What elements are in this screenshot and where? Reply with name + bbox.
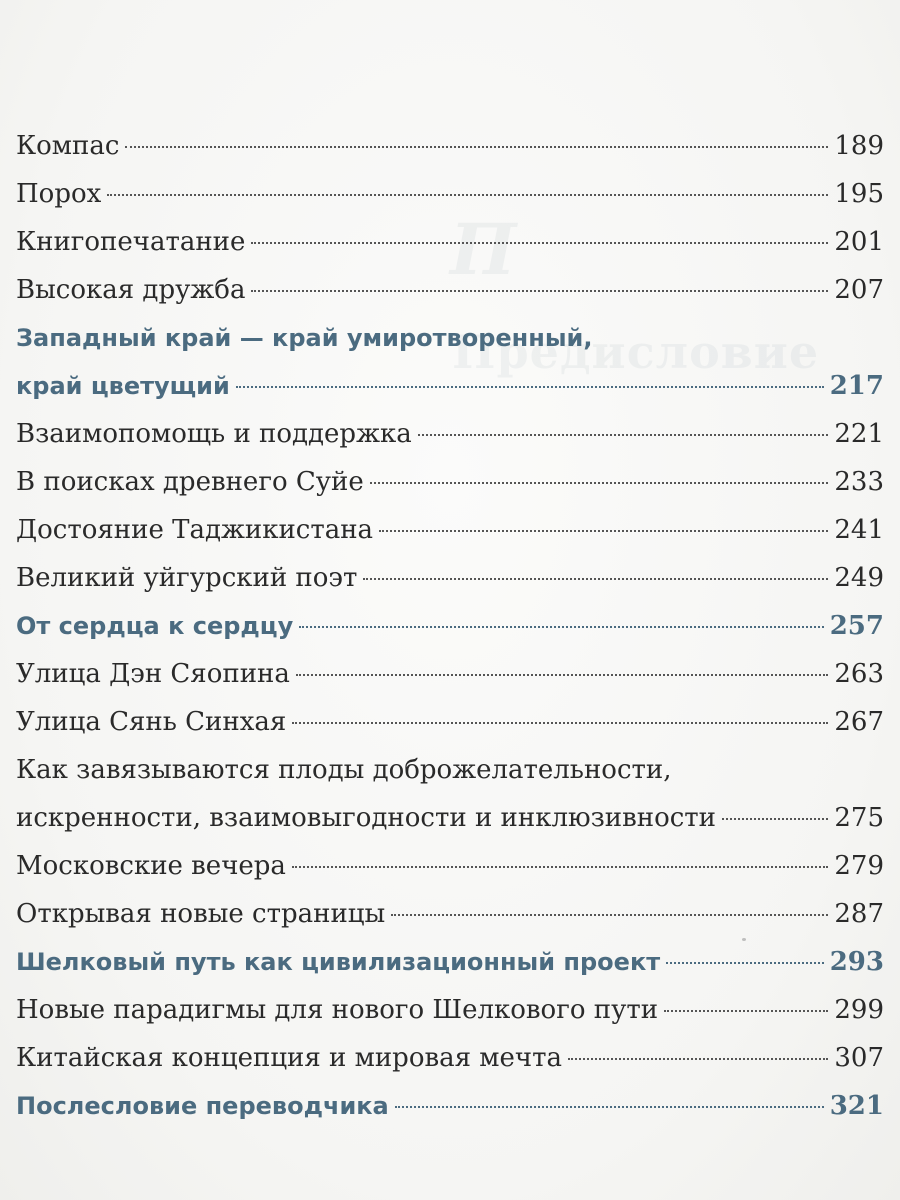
toc-entry xyxy=(16,842,884,890)
toc-section-heading-line xyxy=(16,314,884,362)
toc-section-title: Послесловие переводчика xyxy=(16,1092,389,1120)
dot-leader xyxy=(251,290,828,292)
dot-leader xyxy=(391,914,828,916)
toc-entry xyxy=(16,986,884,1034)
toc-entry xyxy=(16,266,884,314)
dot-leader xyxy=(722,818,828,820)
toc-entry-title: Китайская концепция и мировая мечта xyxy=(16,1043,562,1073)
table-of-contents xyxy=(16,122,884,1130)
toc-entry-page: 207 xyxy=(834,275,884,305)
toc-entry xyxy=(16,458,884,506)
dot-leader xyxy=(379,530,828,532)
toc-entry-page: 307 xyxy=(834,1043,884,1073)
toc-section-heading xyxy=(16,362,884,410)
toc-entry-page: 263 xyxy=(834,659,884,689)
toc-entry-page: 275 xyxy=(834,803,884,833)
toc-entry xyxy=(16,122,884,170)
toc-entry xyxy=(16,890,884,938)
dot-leader xyxy=(125,146,828,148)
toc-entry-title: Взаимопомощь и поддержка xyxy=(16,419,412,449)
toc-entry-title: Достояние Таджикистана xyxy=(16,515,374,545)
toc-entry-title: искренности, взаимовыгодности и инклюзивности xyxy=(16,803,717,833)
toc-entry-title: В поисках древнего Суйе xyxy=(16,467,364,497)
toc-entry-page: 221 xyxy=(834,419,884,449)
dot-leader xyxy=(370,482,829,484)
toc-entry xyxy=(16,554,884,602)
toc-section-heading xyxy=(16,1082,884,1130)
toc-entry-title: Улица Сянь Синхая xyxy=(16,707,287,737)
toc-section-title: Шелковый путь как цивилизационный проект xyxy=(16,948,661,976)
toc-entry-title: Книгопечатание xyxy=(16,227,246,257)
toc-entry xyxy=(16,170,884,218)
dot-leader xyxy=(296,674,829,676)
toc-entry-title: Новые парадигмы для нового Шелкового пути xyxy=(16,995,659,1025)
toc-entry-page: 299 xyxy=(834,995,884,1025)
toc-section-heading xyxy=(16,938,884,986)
toc-section-page: 217 xyxy=(829,371,884,401)
dot-leader xyxy=(664,1010,828,1012)
toc-entry xyxy=(16,794,884,842)
toc-entry-page: 241 xyxy=(834,515,884,545)
dot-leader xyxy=(292,866,828,868)
toc-section-page: 293 xyxy=(829,947,884,977)
toc-entry-title: Порох xyxy=(16,179,102,209)
toc-section-page: 321 xyxy=(829,1091,884,1121)
dot-leader xyxy=(292,722,828,724)
toc-entry-page: 189 xyxy=(834,131,884,161)
toc-entry-title: Компас xyxy=(16,131,120,161)
dot-leader xyxy=(251,242,828,244)
toc-entry xyxy=(16,410,884,458)
dot-leader xyxy=(236,386,824,388)
toc-entry-page: 195 xyxy=(834,179,884,209)
toc-section-title: край цветущий xyxy=(16,372,230,400)
dot-leader xyxy=(395,1106,824,1108)
toc-entry xyxy=(16,698,884,746)
toc-entry-page: 249 xyxy=(834,563,884,593)
toc-entry-title: Улица Дэн Сяопина xyxy=(16,659,290,689)
toc-entry-page: 279 xyxy=(834,851,884,881)
toc-entry-page: 267 xyxy=(834,707,884,737)
toc-entry xyxy=(16,218,884,266)
dot-leader xyxy=(363,578,828,580)
toc-section-title-line1: Западный край — край умиротворенный, xyxy=(16,324,593,352)
toc-entry-line xyxy=(16,746,884,794)
dot-leader xyxy=(107,194,828,196)
toc-entry-page: 287 xyxy=(834,899,884,929)
toc-entry-title: Великий уйгурский поэт xyxy=(16,563,358,593)
bleed-through-mark: П xyxy=(450,208,517,291)
toc-entry-title: Высокая дружба xyxy=(16,275,246,305)
dot-leader xyxy=(299,626,824,628)
dot-leader xyxy=(666,962,824,964)
toc-section-page: 257 xyxy=(829,611,884,641)
toc-section-heading xyxy=(16,602,884,650)
toc-entry-title-line1: Как завязываются плоды доброжелательности, xyxy=(16,755,672,785)
toc-entry-title: Открывая новые страницы xyxy=(16,899,386,929)
dot-leader xyxy=(568,1058,828,1060)
toc-entry-title: Московские вечера xyxy=(16,851,286,881)
toc-entry-page: 201 xyxy=(834,227,884,257)
toc-entry-page: 233 xyxy=(834,467,884,497)
dot-leader xyxy=(418,434,829,436)
toc-entry xyxy=(16,506,884,554)
toc-entry xyxy=(16,650,884,698)
bleed-through-heading: Предисловие xyxy=(452,325,820,379)
toc-section-title: От сердца к сердцу xyxy=(16,612,294,640)
toc-entry xyxy=(16,1034,884,1082)
